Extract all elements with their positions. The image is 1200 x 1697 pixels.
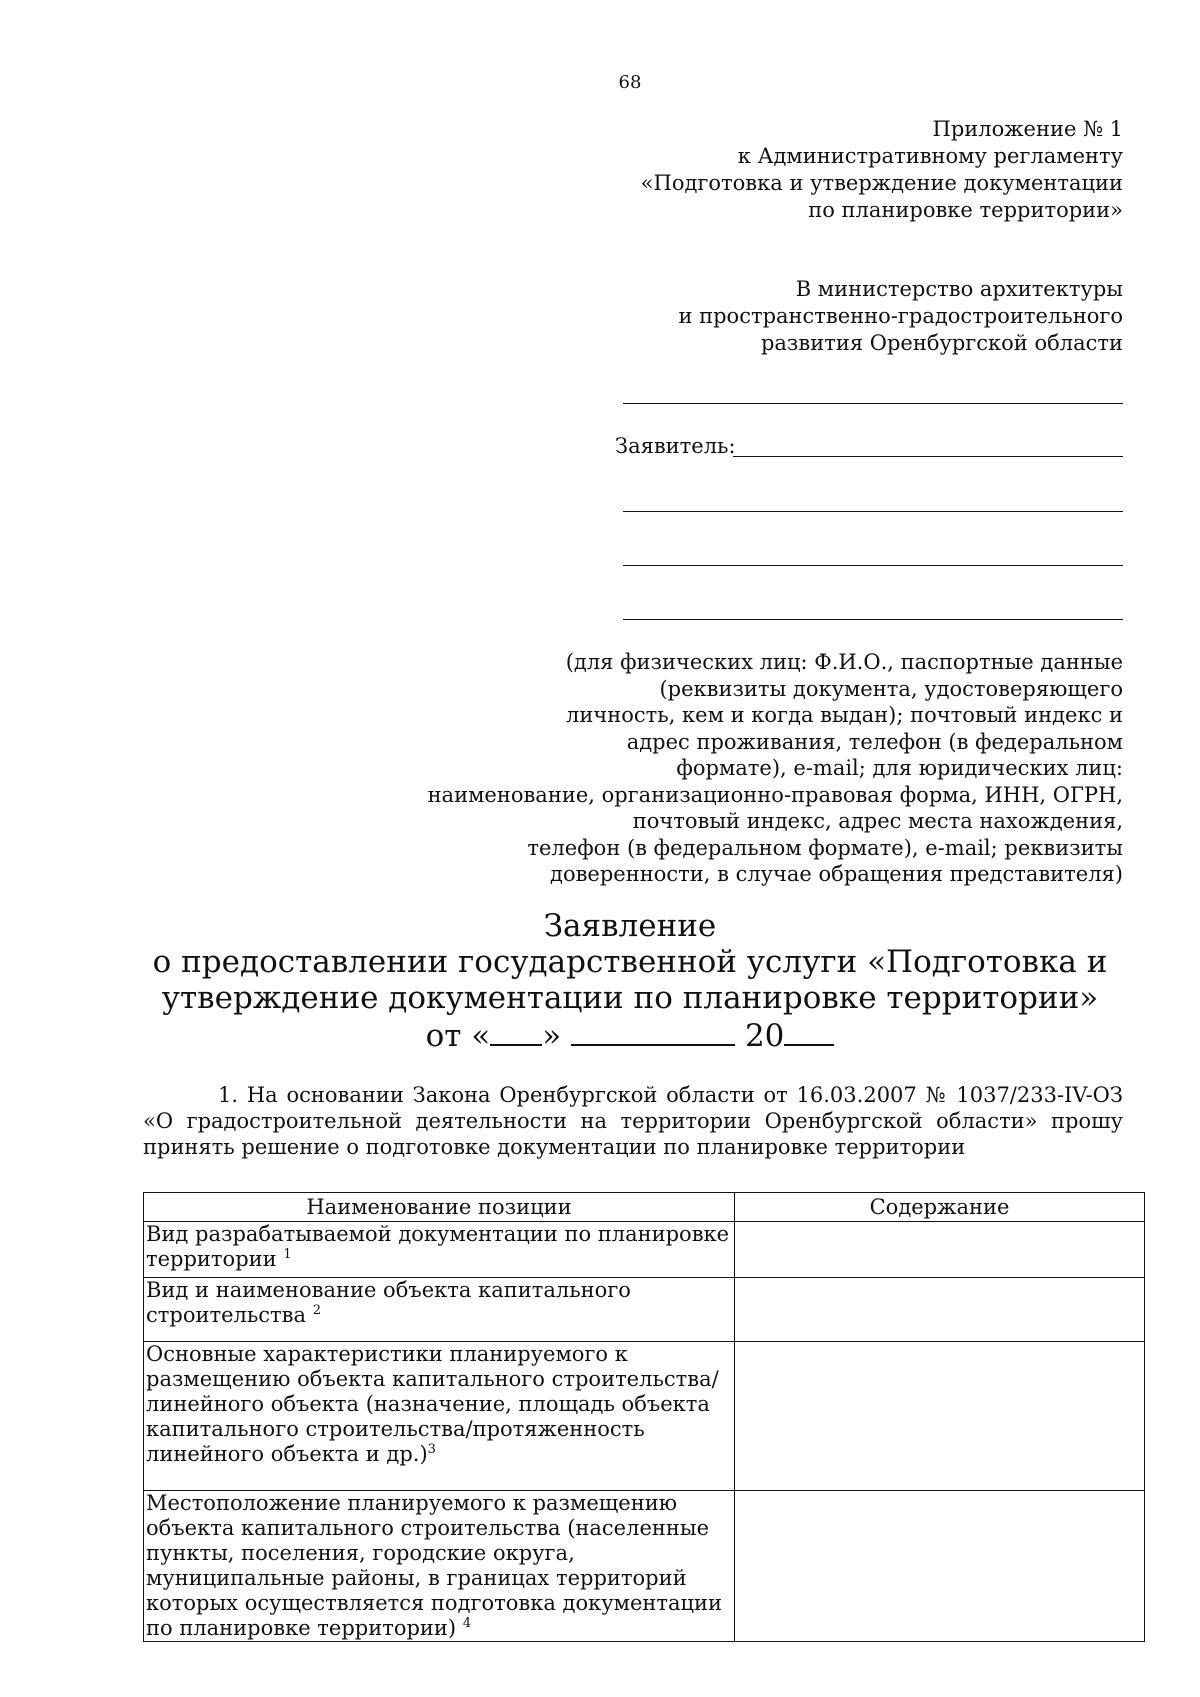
- hint-line: личность, кем и когда выдан); почтовый индекс и: [566, 703, 1123, 727]
- row-label: [144, 1222, 735, 1278]
- appendix-line: к Административному регламенту: [737, 144, 1123, 168]
- date-prefix: от «: [425, 1018, 491, 1054]
- title-line: утверждение документации по планировке территории»: [161, 980, 1099, 1016]
- column-header-content: Содержание: [735, 1193, 1145, 1222]
- table-row: [144, 1222, 1145, 1278]
- appendix-line: Приложение № 1: [932, 117, 1123, 141]
- hint-line: почтовый индекс, адрес места нахождения,: [632, 809, 1123, 833]
- page-number: 68: [618, 72, 642, 93]
- request-table: [143, 1192, 1145, 1642]
- row-label-text: Вид и наименование объекта капитального строительства: [146, 1278, 631, 1327]
- hint-line: (реквизиты документа, удостоверяющего: [659, 676, 1123, 701]
- row-value-cell[interactable]: [735, 1342, 1145, 1491]
- hint-line: формате), e-mail; для юридических лиц:: [676, 756, 1123, 780]
- appendix-header: [641, 116, 1123, 224]
- document-title: [0, 908, 1200, 1054]
- hint-line: (для физических лиц: Ф.И.О., паспортные данные: [565, 650, 1123, 674]
- month-fill-line[interactable]: [571, 1016, 735, 1046]
- hint-line: адрес проживания, телефон (в федеральном: [626, 729, 1123, 754]
- footnote-ref: 1: [283, 1247, 292, 1262]
- row-label: [144, 1278, 735, 1342]
- row-label: [144, 1491, 735, 1642]
- title-line: Заявление: [543, 908, 717, 944]
- applicant-fill-line[interactable]: [623, 565, 1123, 566]
- applicant-hint: [428, 649, 1123, 888]
- row-value-cell[interactable]: [735, 1222, 1145, 1278]
- footnote-ref: 3: [427, 1442, 436, 1457]
- hint-line: доверенности, в случае обращения представителя): [550, 862, 1123, 886]
- applicant-fill-line[interactable]: [733, 456, 1123, 457]
- year-prefix: 20: [744, 1018, 785, 1054]
- row-label-text: Вид разрабатываемой документации по планировке территории: [146, 1222, 730, 1271]
- row-label: [144, 1342, 735, 1491]
- row-value-cell[interactable]: [735, 1491, 1145, 1642]
- row-value-cell[interactable]: [735, 1278, 1145, 1342]
- row-label-text: Основные характеристики планируемого к размещению объекта капитального строительства/линейного объекта (назначение, площадь объекта капитального строительства/протяженность линейного объекта и др.): [146, 1342, 719, 1466]
- paragraph-text: 1. На основании Закона Оренбургской области от 16.03.2007 № 1037/233-IV-ОЗ «О градостроительной деятельности на территории Оренбургской области» прошу принять решение о подготовке документации по планировке территории: [143, 1083, 1123, 1159]
- recipient-line: развития Оренбургской области: [760, 331, 1123, 355]
- applicant-fill-line[interactable]: [623, 619, 1123, 620]
- recipient-fill-line[interactable]: [623, 403, 1123, 404]
- hint-line: телефон (в федеральном формате), e-mail; реквизиты: [527, 835, 1123, 860]
- table-header-row: [144, 1193, 1145, 1222]
- column-header-position: Наименование позиции: [144, 1193, 735, 1222]
- applicant-fill-line[interactable]: [623, 511, 1123, 512]
- footnote-ref: 4: [462, 1616, 472, 1631]
- appendix-line: «Подготовка и утверждение документации: [640, 171, 1123, 195]
- recipient-line: и пространственно-градостроительного: [678, 304, 1123, 328]
- table-row: [144, 1342, 1145, 1491]
- table-row: [144, 1278, 1145, 1342]
- table-row: [144, 1491, 1145, 1642]
- recipient-line: В министерство архитектуры: [795, 277, 1123, 301]
- year-fill-line[interactable]: [784, 1016, 834, 1046]
- day-fill-line[interactable]: [490, 1016, 542, 1046]
- applicant-label: Заявитель:: [615, 434, 736, 458]
- date-quote-close: »: [542, 1018, 562, 1054]
- title-line: о предоставлении государственной услуги «Подготовка и: [152, 944, 1108, 980]
- hint-line: наименование, организационно-правовая форма, ИНН, ОГРН,: [427, 782, 1123, 807]
- recipient-block: [678, 276, 1123, 357]
- request-paragraph: [143, 1082, 1123, 1160]
- row-label-text: Местоположение планируемого к размещению объекта капитального строительства (населенные пункты, поселения, городские округа, муниципальные районы, в границах территорий которых осуществляется подготовка документации по планировке территории): [146, 1491, 723, 1640]
- appendix-line: по планировке территории»: [808, 198, 1123, 222]
- title-date-line: [0, 1016, 1200, 1054]
- footnote-ref: 2: [312, 1303, 321, 1318]
